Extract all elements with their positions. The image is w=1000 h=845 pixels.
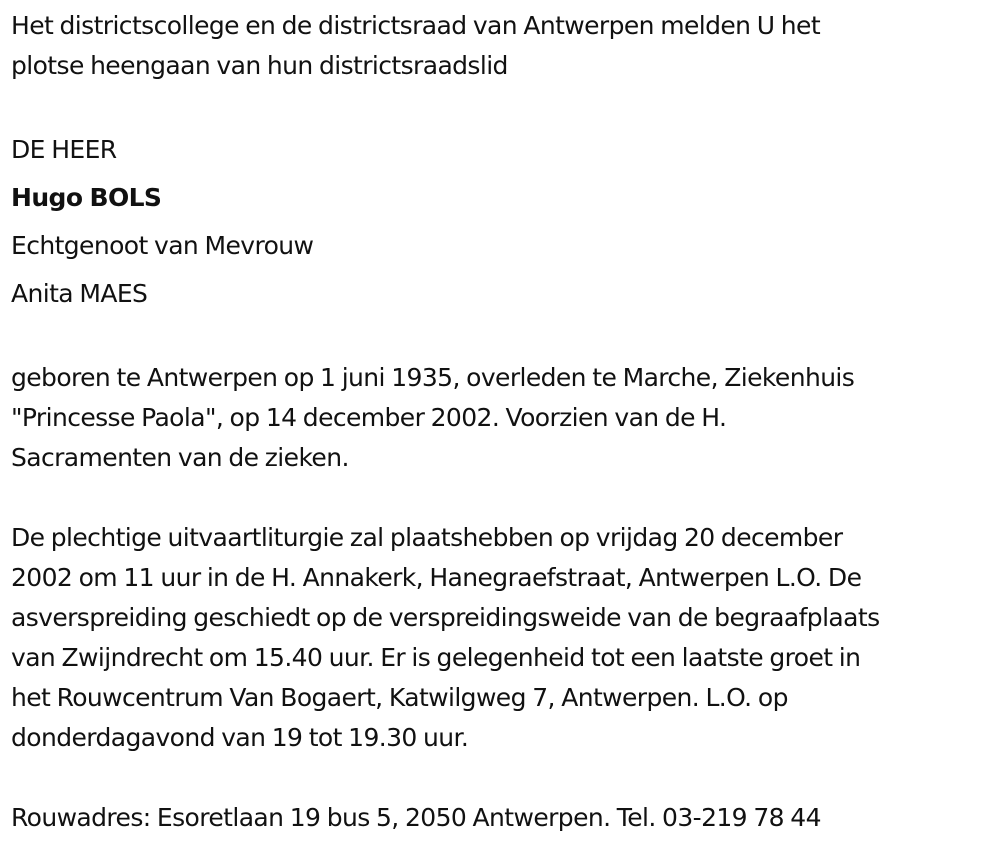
intro-paragraph: [11, 6, 991, 86]
funeral-line: van Zwijndrecht om 15.40 uur. Er is gelegenheid tot een laatste groet in: [11, 643, 861, 672]
deceased-block: [11, 126, 991, 318]
intro-line: plotse heengaan van hun districtsraadslid: [11, 51, 508, 80]
deceased-name: Hugo BOLS: [11, 183, 162, 212]
mourning-address: Rouwadres: Esoretlaan 19 bus 5, 2050 Antwerpen. Tel. 03-219 78 44: [11, 803, 821, 832]
address-paragraph: [11, 798, 991, 838]
death-announcement: [11, 6, 991, 838]
birth-death-paragraph: [11, 358, 991, 478]
salutation: DE HEER: [11, 135, 117, 164]
spacer: [11, 758, 991, 798]
spacer: [11, 318, 991, 358]
spouse-label: Echtgenoot van Mevrouw: [11, 231, 314, 260]
intro-line: Het districtscollege en de districtsraad van Antwerpen melden U het: [11, 11, 821, 40]
spacer: [11, 478, 991, 518]
spouse-name: Anita MAES: [11, 279, 148, 308]
funeral-line: 2002 om 11 uur in de H. Annakerk, Hanegraefstraat, Antwerpen L.O. De: [11, 563, 862, 592]
birth-line: "Princesse Paola", op 14 december 2002. Voorzien van de H.: [11, 403, 727, 432]
funeral-line: De plechtige uitvaartliturgie zal plaatshebben op vrijdag 20 december: [11, 523, 843, 552]
funeral-line: donderdagavond van 19 tot 19.30 uur.: [11, 723, 469, 752]
birth-line: geboren te Antwerpen op 1 juni 1935, overleden te Marche, Ziekenhuis: [11, 363, 855, 392]
spacer: [11, 86, 991, 126]
funeral-line: asverspreiding geschiedt op de verspreidingsweide van de begraafplaats: [11, 603, 880, 632]
funeral-paragraph: [11, 518, 991, 758]
funeral-line: het Rouwcentrum Van Bogaert, Katwilgweg 7, Antwerpen. L.O. op: [11, 683, 788, 712]
birth-line: Sacramenten van de zieken.: [11, 443, 349, 472]
